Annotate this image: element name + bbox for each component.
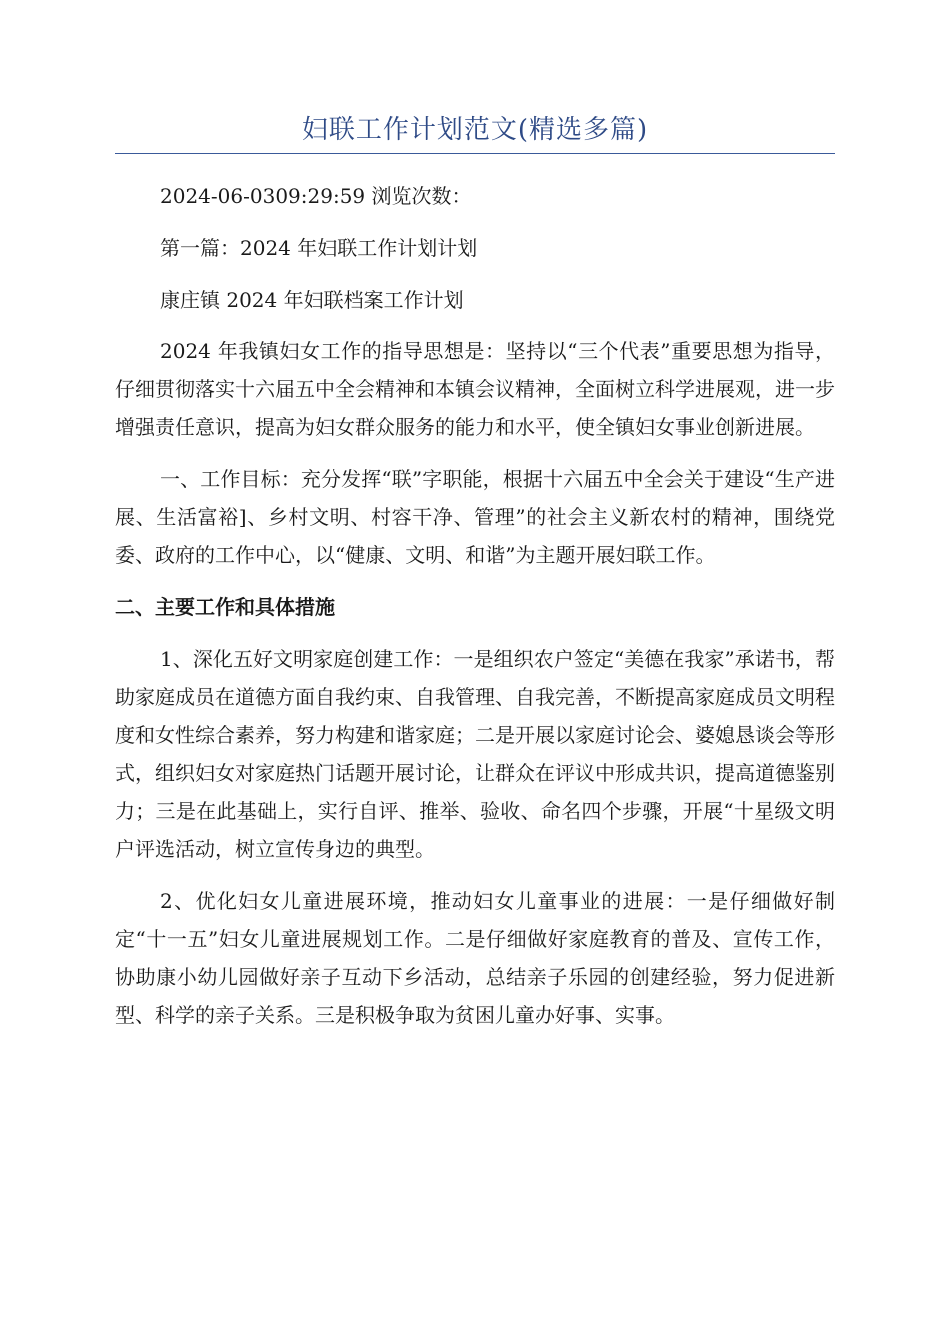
title-underline (115, 153, 835, 154)
meta-line: 2024-06-0309:29:59 浏览次数： (160, 184, 472, 208)
section-title: 第一篇：2024 年妇联工作计划计划 (160, 236, 478, 260)
paragraph-work-goals: 一、工作目标：充分发挥“联”字职能，根据十六届五中全会关于建设“生产进展、生活富裕]、乡村文明、村容干净、管理”的社会主义新农村的精神，围绕党委、政府的工作中心，以“健康、文明、和谐”为主题开展妇联工作。 (115, 467, 835, 567)
paragraph-measure-2: 2、优化妇女儿童进展环境，推动妇女儿童事业的进展：一是仔细做好制定“十一五”妇女儿童进展规划工作。二是仔细做好家庭教育的普及、宣传工作，协助康小幼儿园做好亲子互动下乡活动，总结亲子乐园的创建经验，努力促进新型、科学的亲子关系。三是积极争取为贫困儿童办好事、实事。 (115, 889, 835, 1027)
paragraph-measure-1: 1、深化五好文明家庭创建工作：一是组织农户签定“美德在我家”承诺书，帮助家庭成员在道德方面自我约束、自我管理、自我完善，不断提高家庭成员文明程度和女性综合素养，努力构建和谐家庭；二是开展以家庭讨论会、婆媳恳谈会等形式，组织妇女对家庭热门话题开展讨论，让群众在评议中形成共识，提高道德鉴别力；三是在此基础上，实行自评、推举、验收、命名四个步骤，开展“十星级文明户评选活动，树立宣传身边的典型。 (115, 647, 835, 861)
plan-subtitle: 康庄镇 2024 年妇联档案工作计划 (160, 288, 464, 312)
document-title: 妇联工作计划范文(精选多篇) (301, 115, 649, 145)
document-body (115, 176, 835, 1048)
paragraph-guiding-ideology: 2024 年我镇妇女工作的指导思想是：坚持以“三个代表”重要思想为指导，仔细贯彻落实十六届五中全会精神和本镇会议精神，全面树立科学进展观，进一步增强责任意识，提高为妇女群众服务的能力和水平，使全镇妇女事业创新进展。 (115, 339, 835, 439)
section-heading-main-work: 二、主要工作和具体措施 (115, 595, 335, 619)
